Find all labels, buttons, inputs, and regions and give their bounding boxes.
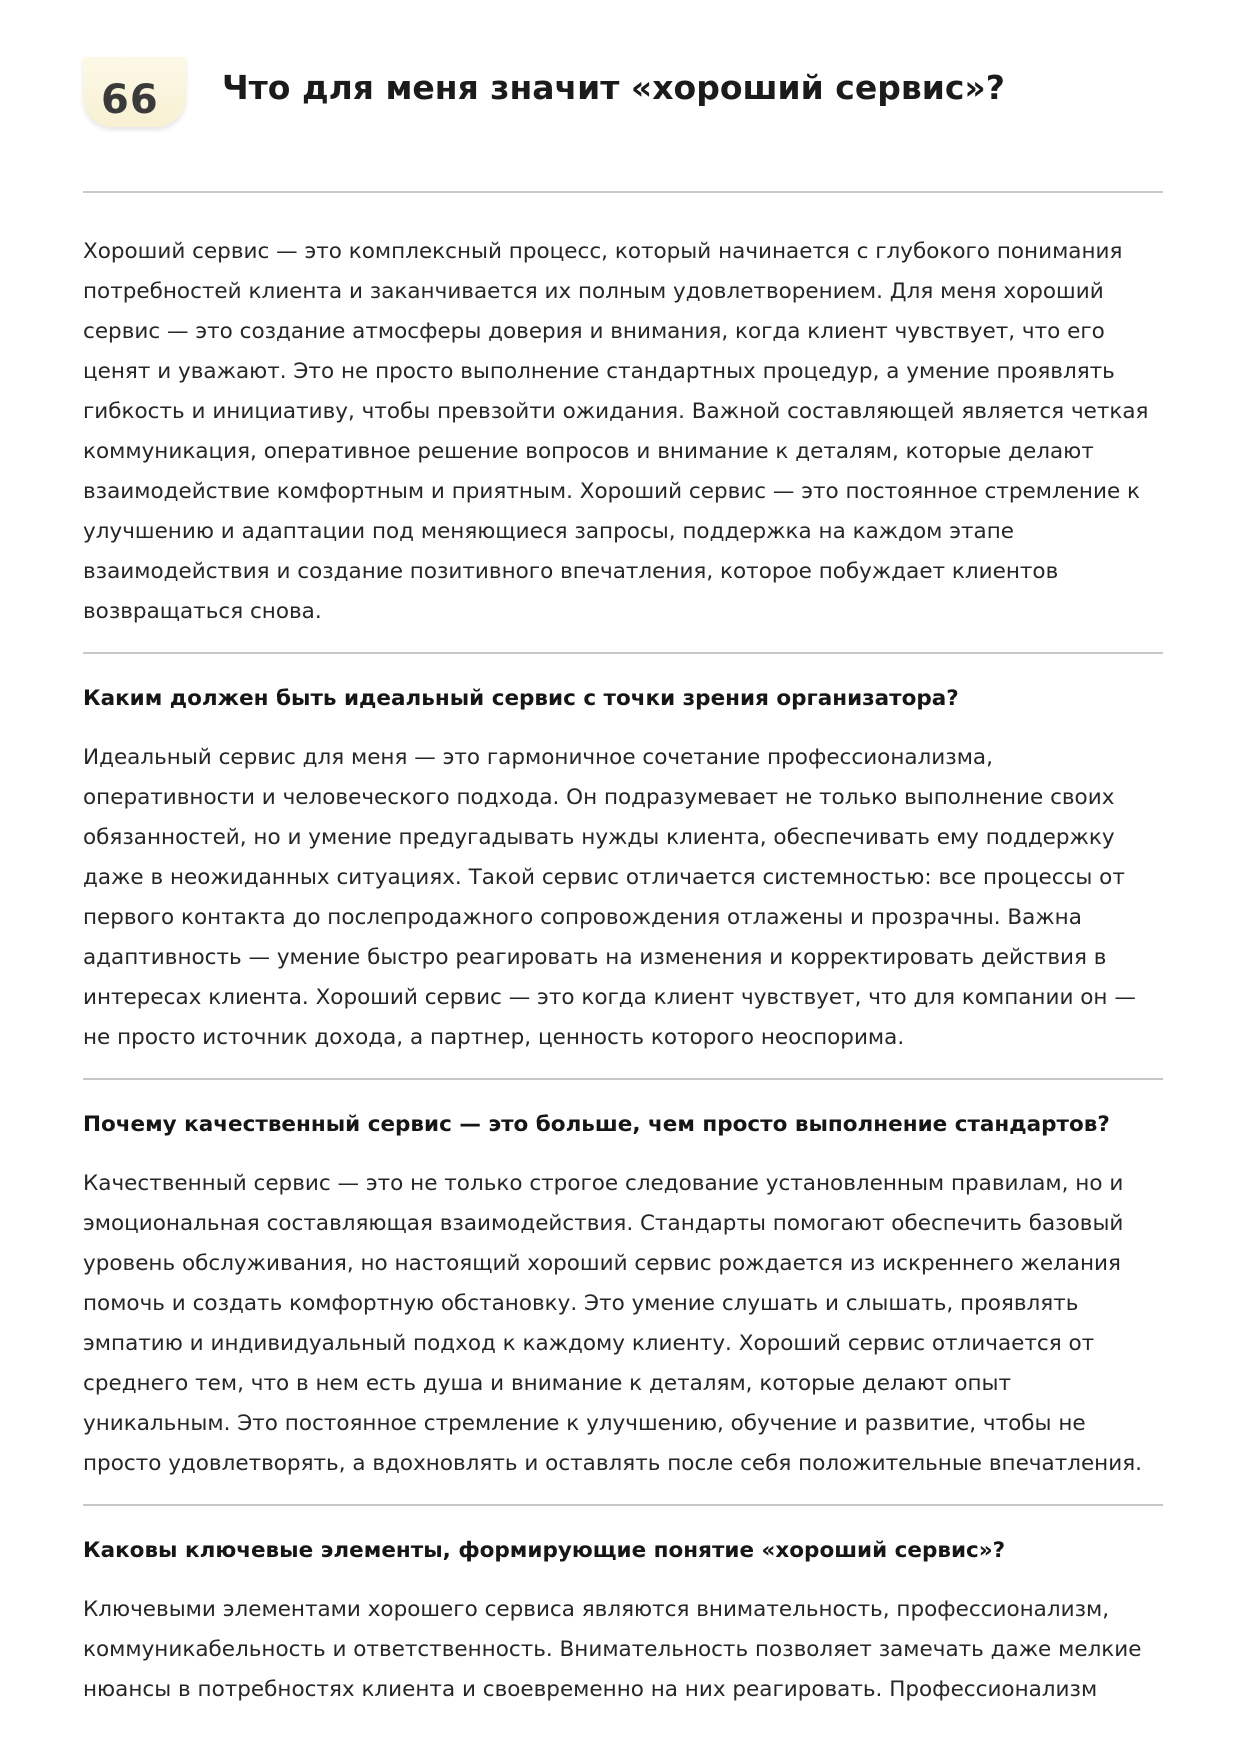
page-number: 66 [101,77,159,123]
section-question: Почему качественный сервис — это больше, чем просто выполнение стандартов? [83,1112,1110,1137]
section-answer: Ключевыми элементами хорошего сервиса являются внимательность, профессионализм, коммуникабельность и ответственность. Внимательность позволяет замечать даже мелкие нюансы в потребностях клиента и своевременно на них реагировать. Профессионализм [83,1597,1142,1702]
page [83,57,1163,1710]
qa-section [83,684,1163,1058]
section-answer: Качественный сервис — это не только строгое следование установленным правилам, но и эмоциональная составляющая взаимодействия. Стандарты помогают обеспечить базовый уровень обслуживания, но настоящий хороший сервис рождается из искреннего желания помочь и создать комфортную обстановку. Это умение слушать и слышать, проявлять эмпатию и индивидуальный подход к каждому клиенту. Хороший сервис отличается от среднего тем, что в нем есть душа и внимание к деталям, которые делают опыт уникальным. Это постоянное стремление к улучшению, обучение и развитие, чтобы не просто удовлетворять, а вдохновлять и оставлять после себя положительные впечатления. [83,1171,1142,1476]
qa-section [83,1536,1163,1710]
page-title: Что для меня значит «хороший сервис»? [222,68,1005,107]
section-divider [83,1078,1163,1080]
header-divider [83,191,1163,193]
page-number-badge [83,57,186,127]
section-question: Каковы ключевые элементы, формирующие понятие «хороший сервис»? [83,1538,1006,1563]
section-answer: Идеальный сервис для меня — это гармоничное сочетание профессионализма, оперативности и человеческого подхода. Он подразумевает не только выполнение своих обязанностей, но и умение предугадывать нужды клиента, обеспечивать ему поддержку даже в неожиданных ситуациях. Такой сервис отличается системностью: все процессы от первого контакта до послепродажного сопровождения отлажены и прозрачны. Важна адаптивность — умение быстро реагировать на изменения и корректировать действия в интересах клиента. Хороший сервис — это когда клиент чувствует, что для компании он — не просто источник дохода, а партнер, ценность которого неоспорима. [83,745,1136,1050]
section-divider [83,1504,1163,1506]
section-divider [83,652,1163,654]
section-question: Каким должен быть идеальный сервис с точки зрения организатора? [83,686,959,711]
qa-section [83,1110,1163,1484]
intro-paragraph: Хороший сервис — это комплексный процесс, который начинается с глубокого понимания потребностей клиента и заканчивается их полным удовлетворением. Для меня хороший сервис — это создание атмосферы доверия и внимания, когда клиент чувствует, что его ценят и уважают. Это не просто выполнение стандартных процедур, а умение проявлять гибкость и инициативу, чтобы превзойти ожидания. Важной составляющей является четкая коммуникация, оперативное решение вопросов и внимание к деталям, которые делают взаимодействие комфортным и приятным. Хороший сервис — это постоянное стремление к улучшению и адаптации под меняющиеся запросы, поддержка на каждом этапе взаимодействия и создание позитивного впечатления, которое побуждает клиентов возвращаться снова. [83,239,1149,624]
page-header [83,57,1163,135]
